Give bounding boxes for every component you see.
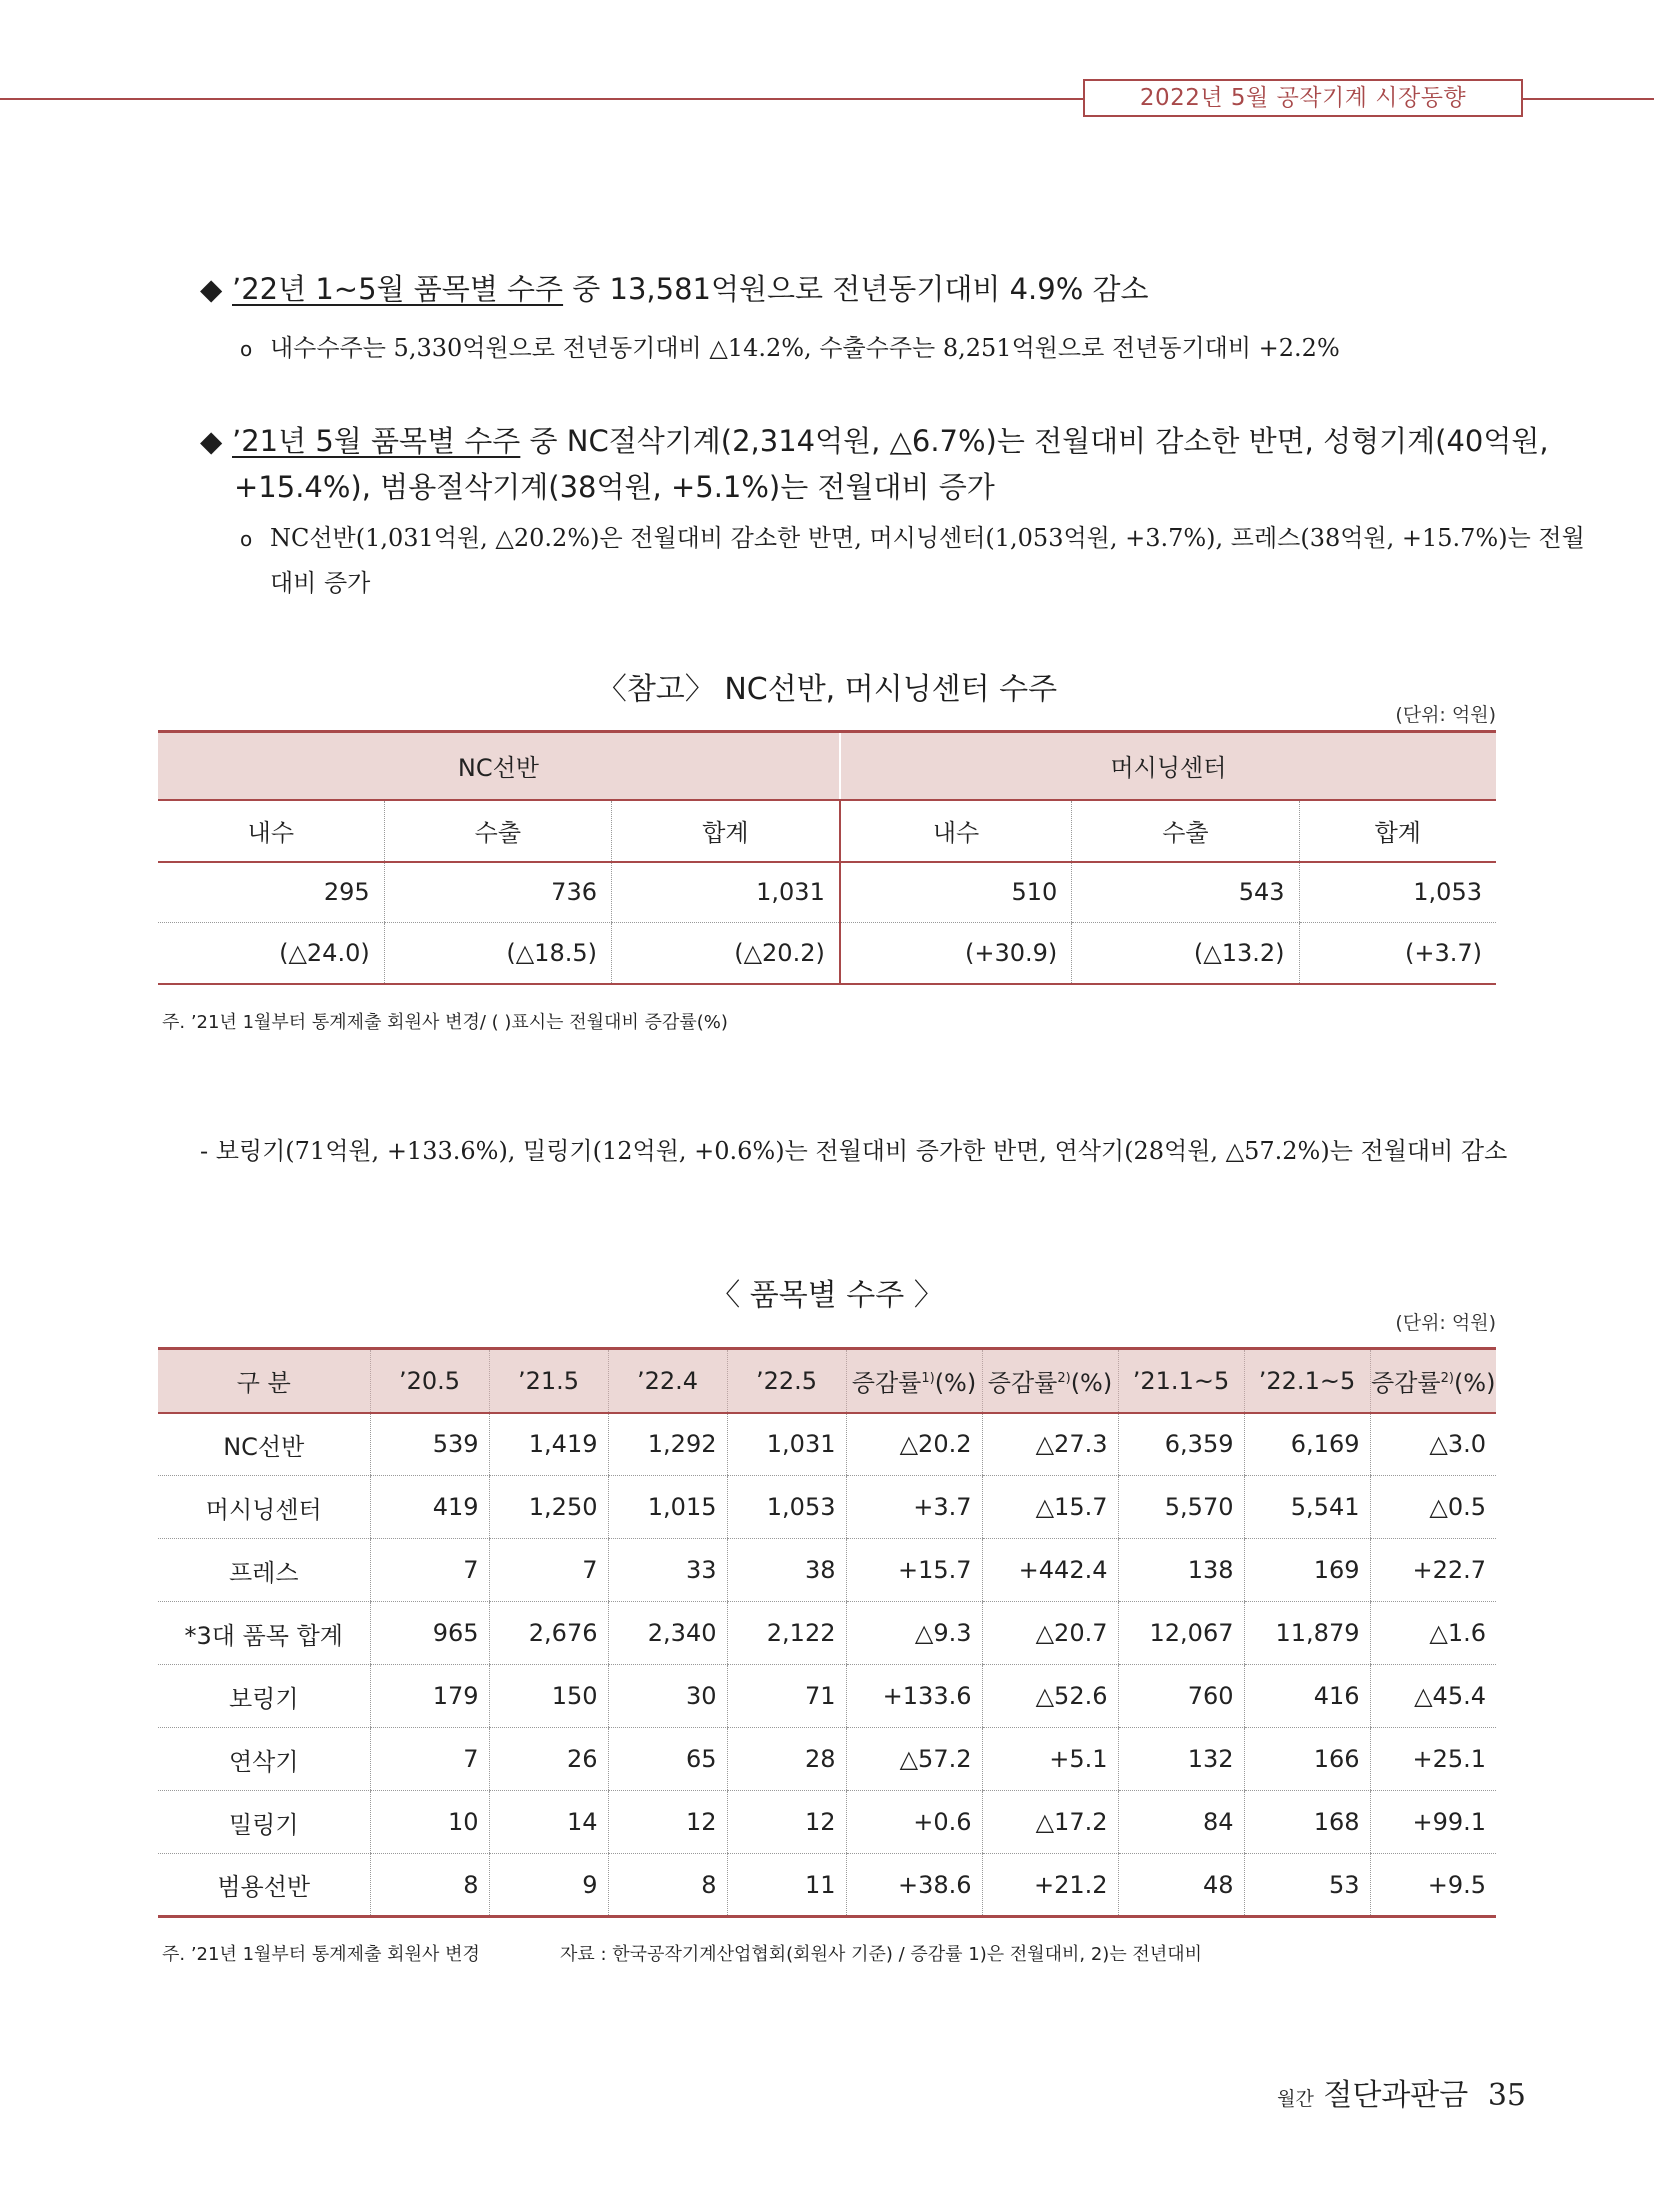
sub-bullet-2-text-line2: 대비 증가 <box>270 569 371 597</box>
table-cell: 760 <box>1118 1665 1244 1728</box>
dash-paragraph: - 보링기(71억원, +133.6%), 밀링기(12억원, +0.6%)는 전월대비 증가한 반면, 연삭기(28억원, △57.2%)는 전월대비 감소 <box>200 1137 1508 1165</box>
subheader: 합계 <box>1299 800 1496 862</box>
footer-label: 월간 <box>1277 2088 1314 2110</box>
table-cell: △20.7 <box>982 1602 1118 1665</box>
table-cell: 53 <box>1244 1854 1370 1917</box>
table-cell: 8 <box>370 1854 489 1917</box>
table-cell: △52.6 <box>982 1665 1118 1728</box>
column-header-label: ’22.1~5 <box>1258 1366 1356 1395</box>
table-row <box>158 862 1496 923</box>
bullet-2-text-line2: +15.4%), 범용절삭기계(38억원, +5.1%)는 전월대비 증가 <box>234 470 995 504</box>
row-label: *3대 품목 합계 <box>158 1602 370 1665</box>
column-header <box>727 1349 846 1413</box>
table-cell: 1,053 <box>1299 862 1496 923</box>
table-cell: 30 <box>608 1665 727 1728</box>
table-cell: 12 <box>727 1791 846 1854</box>
table-cell: +5.1 <box>982 1728 1118 1791</box>
row-label: 프레스 <box>158 1539 370 1602</box>
table-cell: 132 <box>1118 1728 1244 1791</box>
sub-bullet-2 <box>240 516 1585 605</box>
table-cell: 6,169 <box>1244 1413 1370 1476</box>
table-cell: (+3.7) <box>1299 923 1496 984</box>
table-cell: 12 <box>608 1791 727 1854</box>
group-header-machining-center: 머시닝센터 <box>840 732 1496 800</box>
table-row <box>158 1854 1496 1917</box>
table-cell: △27.3 <box>982 1413 1118 1476</box>
table-cell: 7 <box>370 1539 489 1602</box>
table-cell: 1,419 <box>489 1413 608 1476</box>
bullet-2-text: 중 NC절삭기계(2,314억원, △6.7%)는 전월대비 감소한 반면, 성형기계(40억원, <box>520 424 1549 458</box>
row-label: 범용선반 <box>217 1873 311 1901</box>
subheader: 수출 <box>384 800 611 862</box>
column-header <box>1118 1349 1244 1413</box>
table-row <box>158 1539 1496 1602</box>
footnote-marker: 2) <box>1057 1371 1071 1387</box>
table-cell: 1,053 <box>727 1476 846 1539</box>
table-cell: 71 <box>727 1665 846 1728</box>
table-cell: +3.7 <box>846 1476 982 1539</box>
table-cell: +38.6 <box>846 1854 982 1917</box>
table-row <box>158 1602 1496 1665</box>
column-header-label: ’21.5 <box>517 1366 580 1395</box>
table-cell: 65 <box>608 1728 727 1791</box>
bullet-1 <box>200 266 1149 312</box>
column-header-label: ’20.5 <box>398 1366 461 1395</box>
table-cell: △0.5 <box>1370 1476 1496 1539</box>
table-cell: 736 <box>384 862 611 923</box>
table-cell: 11,879 <box>1244 1602 1370 1665</box>
table-cell: 12,067 <box>1118 1602 1244 1665</box>
column-header <box>982 1349 1118 1413</box>
table-cell: 1,015 <box>608 1476 727 1539</box>
table-cell: 1,031 <box>611 862 839 923</box>
table-cell: △15.7 <box>982 1476 1118 1539</box>
subheader: 내수 <box>840 800 1072 862</box>
orders-by-item-table <box>158 1347 1496 1918</box>
table-cell: 510 <box>840 862 1072 923</box>
column-header-label: 증감률 <box>1371 1369 1441 1398</box>
table-row <box>158 923 1496 984</box>
table2-note: 주. ’21년 1월부터 통계제출 회원사 변경 <box>162 1944 480 1965</box>
table-cell: 10 <box>370 1791 489 1854</box>
table-cell: 5,541 <box>1244 1476 1370 1539</box>
table-cell: 166 <box>1244 1728 1370 1791</box>
column-header <box>158 1349 370 1413</box>
table-cell: +21.2 <box>982 1854 1118 1917</box>
nc-lathe-machining-center-table <box>158 730 1496 985</box>
sub-bullet-1-text: 내수수주는 5,330억원으로 전년동기대비 △14.2%, 수출수주는 8,251억원으로 전년동기대비 +2.2% <box>270 334 1340 362</box>
table-cell: 28 <box>727 1728 846 1791</box>
table-cell: 1,292 <box>608 1413 727 1476</box>
table-cell: 7 <box>370 1728 489 1791</box>
row-label: NC선반 <box>158 1413 370 1476</box>
sub-bullet-2-text: NC선반(1,031억원, △20.2%)은 전월대비 감소한 반면, 머시닝센터(1,053억원, +3.7%), 프레스(38억원, +15.7%)는 전월 <box>270 524 1585 552</box>
table-cell: +0.6 <box>846 1791 982 1854</box>
column-header-label: ’21.1~5 <box>1132 1366 1230 1395</box>
table-cell: △20.2 <box>846 1413 982 1476</box>
table-cell: 2,340 <box>608 1602 727 1665</box>
table-cell: △57.2 <box>846 1728 982 1791</box>
table-cell: 543 <box>1072 862 1299 923</box>
table-row <box>158 1413 1496 1476</box>
table-cell: 168 <box>1244 1791 1370 1854</box>
table-cell: +9.5 <box>1370 1854 1496 1917</box>
footnote-marker: 2) <box>1440 1371 1454 1387</box>
table-header-row <box>158 1349 1496 1413</box>
table-cell: 138 <box>1118 1539 1244 1602</box>
footnote-marker: 1) <box>921 1371 935 1387</box>
bullet-1-text: 중 13,581억원으로 전년동기대비 4.9% 감소 <box>563 272 1149 306</box>
subheader: 수출 <box>1072 800 1299 862</box>
column-header-label: 증감률 <box>851 1369 922 1398</box>
table1-unit: (단위: 억원) <box>1395 704 1496 726</box>
table-cell: 26 <box>489 1728 608 1791</box>
table-cell: (△24.0) <box>279 938 370 967</box>
table-cell: (△13.2) <box>1072 923 1299 984</box>
table2-unit: (단위: 억원) <box>1395 1312 1496 1334</box>
table-cell: 48 <box>1118 1854 1244 1917</box>
column-header-label: 구 분 <box>236 1369 291 1398</box>
table-row <box>158 1476 1496 1539</box>
bullet-2 <box>200 418 1549 510</box>
table-cell: 416 <box>1244 1665 1370 1728</box>
table-row <box>158 1728 1496 1791</box>
table-cell: 38 <box>727 1539 846 1602</box>
column-header-label: 증감률 <box>987 1369 1058 1398</box>
table1-title: 〈참고〉 NC선반, 머시닝센터 수주 <box>596 672 1058 707</box>
column-header <box>1244 1349 1370 1413</box>
table-cell: △45.4 <box>1370 1665 1496 1728</box>
table-cell: (△20.2) <box>611 923 839 984</box>
column-header <box>489 1349 608 1413</box>
table-cell: 14 <box>489 1791 608 1854</box>
table-cell: 84 <box>1118 1791 1244 1854</box>
table-cell: 11 <box>727 1854 846 1917</box>
group-header-nc-lathe: NC선반 <box>158 732 840 800</box>
column-header <box>370 1349 489 1413</box>
table-cell: 2,676 <box>489 1602 608 1665</box>
table-cell: 419 <box>370 1476 489 1539</box>
table-cell: 1,031 <box>727 1413 846 1476</box>
table-cell: 9 <box>489 1854 608 1917</box>
sub-bullet-1 <box>240 326 1340 371</box>
page-number: 35 <box>1487 2078 1526 2113</box>
table-cell: 7 <box>489 1539 608 1602</box>
column-header <box>608 1349 727 1413</box>
subheader: 합계 <box>611 800 839 862</box>
table-cell: 8 <box>608 1854 727 1917</box>
bullet-2-heading: ’21년 5월 품목별 수주 <box>232 424 521 458</box>
table-cell: (+30.9) <box>840 923 1072 984</box>
table-cell: 33 <box>608 1539 727 1602</box>
table-cell: 179 <box>370 1665 489 1728</box>
table2-source: 자료 : 한국공작기계산업협회(회원사 기준) / 증감률 1)은 전월대비, 2)는 전년대비 <box>560 1944 1202 1965</box>
table2-title: 〈 품목별 수주 〉 <box>710 1278 944 1313</box>
table-cell: △9.3 <box>846 1602 982 1665</box>
row-label: 연삭기 <box>158 1728 370 1791</box>
diamond-bullet-icon: ◆ <box>200 272 223 306</box>
row-label: 보링기 <box>158 1665 370 1728</box>
column-header <box>846 1349 982 1413</box>
column-header-label: ’22.5 <box>755 1366 818 1395</box>
column-header-suffix: (%) <box>1453 1369 1496 1398</box>
table1-note: 주. ’21년 1월부터 통계제출 회원사 변경/ ( )표시는 전월대비 증감률(%) <box>162 1012 728 1033</box>
table-cell: 2,122 <box>727 1602 846 1665</box>
table-cell: 5,570 <box>1118 1476 1244 1539</box>
header-title: 2022년 5월 공작기계 시장동향 <box>1083 79 1523 117</box>
page-footer <box>1277 2070 1526 2114</box>
table-cell: △3.0 <box>1370 1413 1496 1476</box>
table-cell: 1,250 <box>489 1476 608 1539</box>
subheader: 내수 <box>158 800 384 862</box>
table-cell: +15.7 <box>846 1539 982 1602</box>
table-cell: +442.4 <box>982 1539 1118 1602</box>
bullet-1-heading: ’22년 1~5월 품목별 수주 <box>232 272 564 306</box>
table-cell: 150 <box>489 1665 608 1728</box>
table-cell: △17.2 <box>982 1791 1118 1854</box>
column-header-suffix: (%) <box>934 1369 977 1398</box>
row-label: 머시닝센터 <box>158 1476 370 1539</box>
table-cell: 6,359 <box>1118 1413 1244 1476</box>
table-cell: 169 <box>1244 1539 1370 1602</box>
column-header <box>1370 1349 1496 1413</box>
table-cell: 539 <box>370 1413 489 1476</box>
table-cell: +99.1 <box>1370 1791 1496 1854</box>
table-cell: +133.6 <box>846 1665 982 1728</box>
column-header-suffix: (%) <box>1070 1369 1113 1398</box>
table-cell: (△18.5) <box>384 923 611 984</box>
table-cell: +22.7 <box>1370 1539 1496 1602</box>
table-row <box>158 1791 1496 1854</box>
table-cell: 965 <box>370 1602 489 1665</box>
magazine-name: 절단과판금 <box>1323 2078 1469 2113</box>
table-cell: △1.6 <box>1370 1602 1496 1665</box>
table-cell: +25.1 <box>1370 1728 1496 1791</box>
circle-bullet-icon: o <box>240 337 253 361</box>
table-row <box>158 1665 1496 1728</box>
diamond-bullet-icon: ◆ <box>200 424 223 458</box>
table-cell: 295 <box>158 862 384 923</box>
circle-bullet-icon: o <box>240 527 253 551</box>
column-header-label: ’22.4 <box>636 1366 699 1395</box>
row-label: 밀링기 <box>158 1791 370 1854</box>
